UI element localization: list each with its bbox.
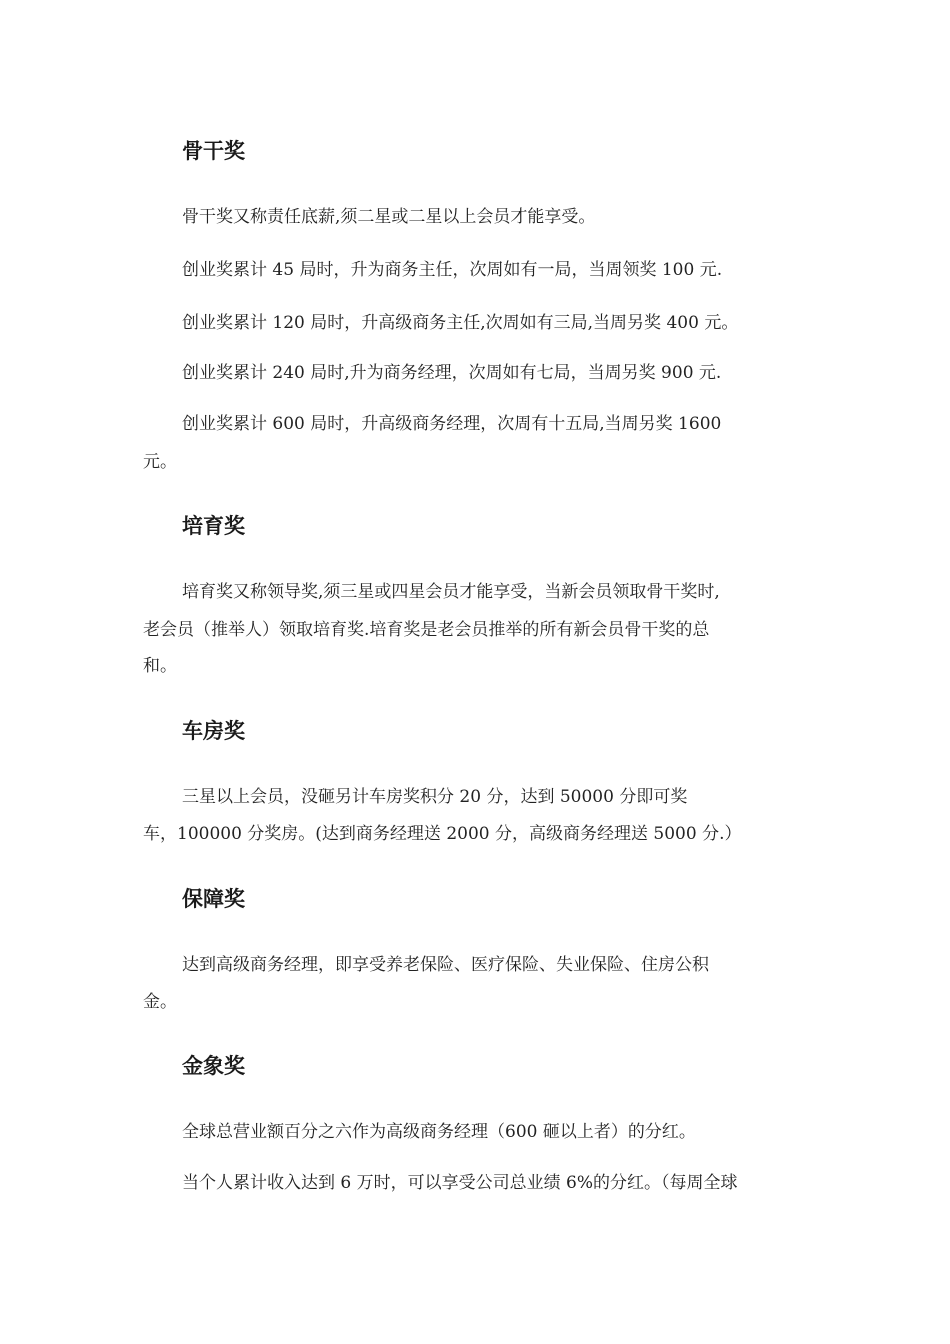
paragraph-line: 金。 xyxy=(143,992,177,1012)
paragraph-line: 创业奖累计 240 局时,升为商务经理，次周如有七局，当周另奖 900 元. xyxy=(182,363,722,383)
paragraph-line: 元。 xyxy=(143,452,177,472)
section-heading-security-award: 保障奖 xyxy=(182,887,245,911)
paragraph-line: 全球总营业额百分之六作为高级商务经理（600 砸以上者）的分红。 xyxy=(182,1122,696,1142)
paragraph-line: 创业奖累计 600 局时，升高级商务经理，次周有十五局,当周另奖 1600 xyxy=(182,414,722,434)
section-heading-backbone-award: 骨干奖 xyxy=(182,139,245,163)
paragraph-line: 车，100000 分奖房。(达到商务经理送 2000 分，高级商务经理送 5000 分.） xyxy=(143,824,742,844)
paragraph-line: 三星以上会员，没砸另计车房奖积分 20 分，达到 50000 分即可奖 xyxy=(182,787,688,807)
paragraph-line: 和。 xyxy=(143,656,177,676)
paragraph-line: 创业奖累计 120 局时，升高级商务主任,次周如有三局,当周另奖 400 元。 xyxy=(182,313,739,333)
paragraph-line: 创业奖累计 45 局时，升为商务主任，次周如有一局，当周领奖 100 元. xyxy=(182,260,723,280)
section-heading-golden-elephant-award: 金象奖 xyxy=(182,1054,245,1078)
paragraph-line: 培育奖又称领导奖,须三星或四星会员才能享受，当新会员领取骨干奖时, xyxy=(182,582,720,602)
paragraph-line: 骨干奖又称责任底薪,须二星或二星以上会员才能享受。 xyxy=(182,207,596,227)
paragraph-line: 达到高级商务经理，即享受养老保险、医疗保险、失业保险、住房公积 xyxy=(182,955,709,975)
paragraph-line: 当个人累计收入达到 6 万时，可以享受公司总业绩 6%的分红。（每周全球 xyxy=(182,1173,738,1193)
section-heading-car-house-award: 车房奖 xyxy=(182,719,245,743)
section-heading-cultivation-award: 培育奖 xyxy=(182,514,245,538)
paragraph-line: 老会员（推举人）领取培育奖.培育奖是老会员推举的所有新会员骨干奖的总 xyxy=(143,620,710,640)
